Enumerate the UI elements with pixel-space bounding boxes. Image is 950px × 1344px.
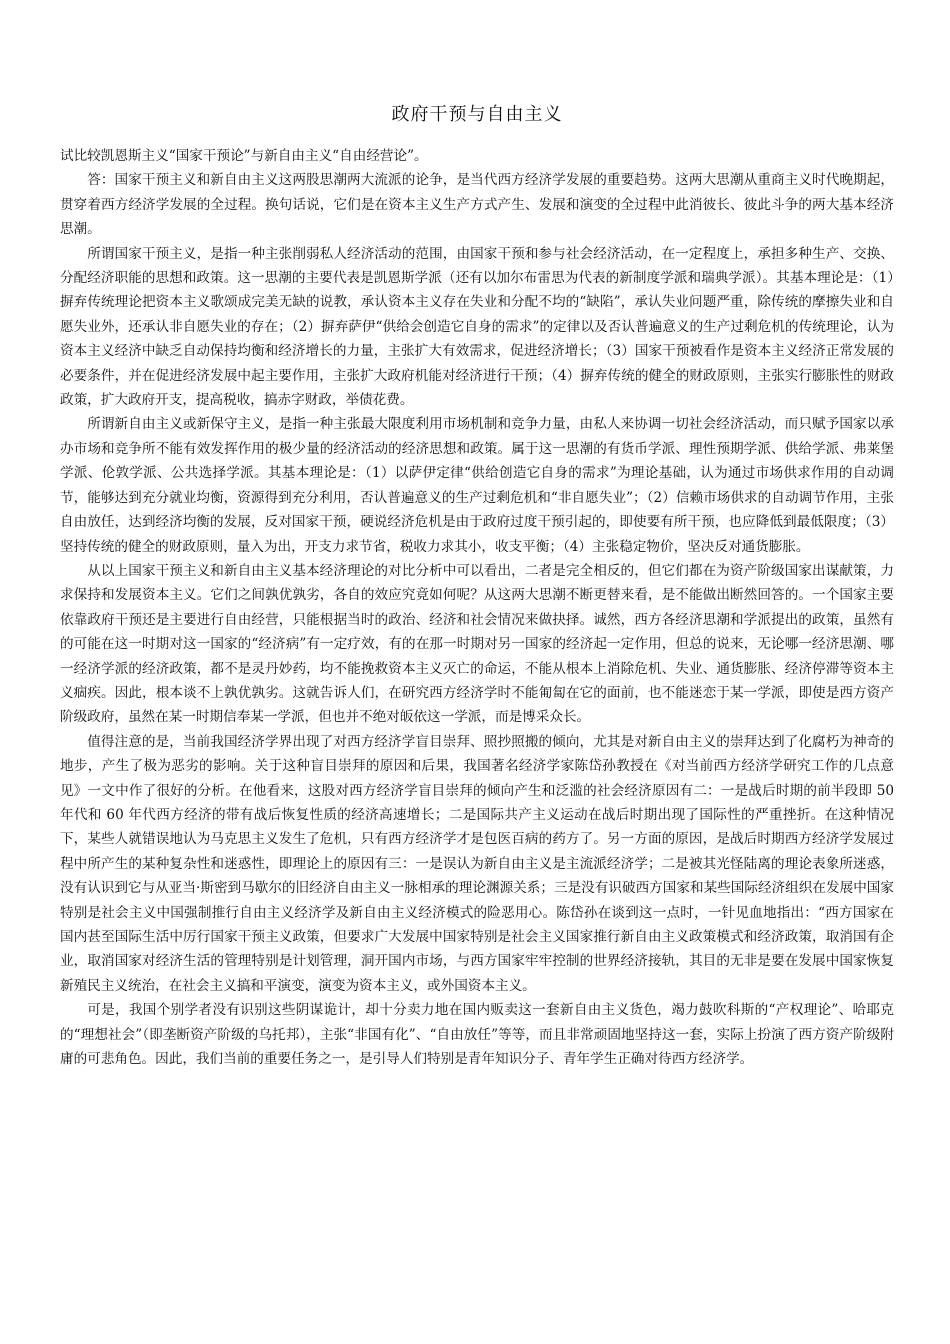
paragraph-state-intervention: 所谓国家干预主义，是指一种主张削弱私人经济活动的范围，由国家干预和参与社会经济活动，在一定程度上，承担多种生产、交换、分配经济职能的思想和政策。这一思潮的主要代表是凯恩斯学派（还有以加尔布雷思为代表的新制度学派和瑞典学派）。其基本理论是：（1）摒弃传统理论把资本主义歌颂成完美无缺的说教，承认资本主义存在失业和分配不均的“缺陷”，承认失业问题严重，除传统的摩擦失业和自愿失业外，还承认非自愿失业的存在；（2）摒弃萨伊“供给会创造它自身的需求”的定律以及否认普遍意义的生产过剩危机的传统理论，认为资本主义经济中缺乏自动保持均衡和经济增长的力量，主张扩大有效需求，促进经济增长；（3）国家干预被看作是资本主义经济正常发展的必要条件，并在促进经济发展中起主要作用，主张扩大政府机能对经济进行干预；（4）摒弃传统的健全的财政原则，主张实行膨胀性的财政政策，扩大政府开支，提高税收，搞赤字财政，举债花费。 (60, 245, 894, 409)
paragraph-answer-intro: 答：国家干预主义和新自由主义这两股思潮两大流派的论争，是当代西方经济学发展的重要趋势。这两大思潮从重商主义时代晚期起，贯穿着西方经济学发展的全过程。换句话说，它们是在资本主义生产方式产生、发展和演变的全过程中此消彼长、彼此斗争的两大基本经济思潮。 (60, 172, 894, 238)
paragraph-domestic-trend: 值得注意的是，当前我国经济学界出现了对西方经济学盲目崇拜、照抄照搬的倾向，尤其是对新自由主义的崇拜达到了化腐朽为神奇的地步，产生了极为恶劣的影响。关于这种盲目崇拜的原因和后果，我国著名经济学家陈岱孙教授在《对当前西方经济学研究工作的几点意见》一文中作了很好的分析。在他看来，这股对西方经济学盲目崇拜的倾向产生和泛滥的社会经济原因有二：一是战后时期的前半段即 50 年代和 60 年代西方经济的带有战后恢复性质的经济高速增长；二是国际共产主义运动在战后时期出现了国际性的严重挫折。在这种情况下，某些人就错误地认为马克思主义发生了危机，只有西方经济学才是包医百病的药方了。另一方面的原因，是战后时期西方经济学发展过程中所产生的某种复杂性和迷惑性，即理论上的原因有三：一是误认为新自由主义是主流派经济学；二是被其光怪陆离的理论表象所迷惑，没有认识到它与从亚当·斯密到马歇尔的旧经济自由主义一脉相承的理论渊源关系；三是没有识破西方国家和某些国际经济组织在发展中国家特别是社会主义中国强制推行自由主义经济学及新自由主义经济模式的险恶用心。陈岱孙在谈到这一点时，一针见血地指出：“西方国家在国内甚至国际生活中厉行国家干预主义政策，但要求广大发展中国家特别是社会主义国家推行新自由主义政策模式和经济政策，取消国有企业，取消国家对经济生活的管理特别是计划管理，洞开国内市场，与西方国家牢牢控制的世界经济接轨，其目的无非是要在发展中国家恢复新殖民主义统治，在社会主义搞和平演变，演变为资本主义，或外国资本主义。 (60, 733, 894, 994)
question-text: 试比较凯恩斯主义“国家干预论”与新自由主义“自由经营论”。 (60, 148, 428, 164)
page-title: 政府干预与自由主义 (391, 104, 563, 125)
paragraph-comparison: 从以上国家干预主义和新自由主义基本经济理论的对比分析中可以看出，二者是完全相反的，但它们都在为资产阶级国家出谋献策，力求保持和发展资本主义。它们之间孰优孰劣，各自的效应究竟如何呢？从这两大思潮不断更替来看，是不能做出断然回答的。一个国家主要依靠政府干预还是主要进行自由经营，只能根据当时的政治、经济和社会情况来做抉择。诚然，西方各经济思潮和学派提出的政策，虽然有的可能在这一时期对这一国家的“经济病”有一定疗效，有的在那一时期对另一国家的经济起一定作用，但总的说来，无论哪一经济思潮、哪一经济学派的经济政策，都不是灵丹妙药，均不能挽救资本主义灭亡的命运，不能从根本上消除危机、失业、通货膨胀、经济停滞等资本主义痼疾。因此，根本谈不上孰优孰劣。这就告诉人们，在研究西方经济学时不能匍匐在它的面前，也不能迷恋于某一学派，即使是西方资产阶级政府，虽然在某一时期信奉某一学派，但也并不绝对皈依这一学派，而是博采众长。 (60, 562, 894, 726)
paragraph-conclusion: 可是，我国个别学者没有识别这些阴谋诡计，却十分卖力地在国内贩卖这一套新自由主义货色，竭力鼓吹科斯的“产权理论”、哈耶克的“理想社会”（即垄断资产阶级的乌托邦），主张“非国有化”、“自由放任”等等，而且非常顽固地坚持这一套，实际上扮演了西方资产阶级附庸的可悲角色。因此，我们当前的重要任务之一，是引导人们特别是青年知识分子、青年学生正确对待西方经济学。 (60, 1002, 894, 1068)
paragraph-neoliberalism: 所谓新自由主义或新保守主义，是指一种主张最大限度利用市场机制和竞争力量，由私人来协调一切社会经济活动，而只赋予国家以承办市场和竞争所不能有效发挥作用的极少量的经济活动的经济思想和政策。属于这一思潮的有货币学派、理性预期学派、供给学派、弗莱堡学派、伦敦学派、公共选择学派。其基本理论是：（1）以萨伊定律“供给创造它自身的需求”为理论基础，认为通过市场供求作用的自动调节，能够达到充分就业均衡，资源得到充分利用，否认普遍意义的生产过剩危机和“非自愿失业”；（2）信赖市场供求的自动调节作用，主张自由放任，达到经济均衡的发展，反对国家干预，硬说经济危机是由于政府过度干预引起的，即使要有所干预，也应降低到最低限度；（3）坚持传统的健全的财政原则，量入为出，开支力求节省，税收力求其小，收支平衡；（4）主张稳定物价，坚决反对通货膨胀。 (60, 416, 894, 555)
